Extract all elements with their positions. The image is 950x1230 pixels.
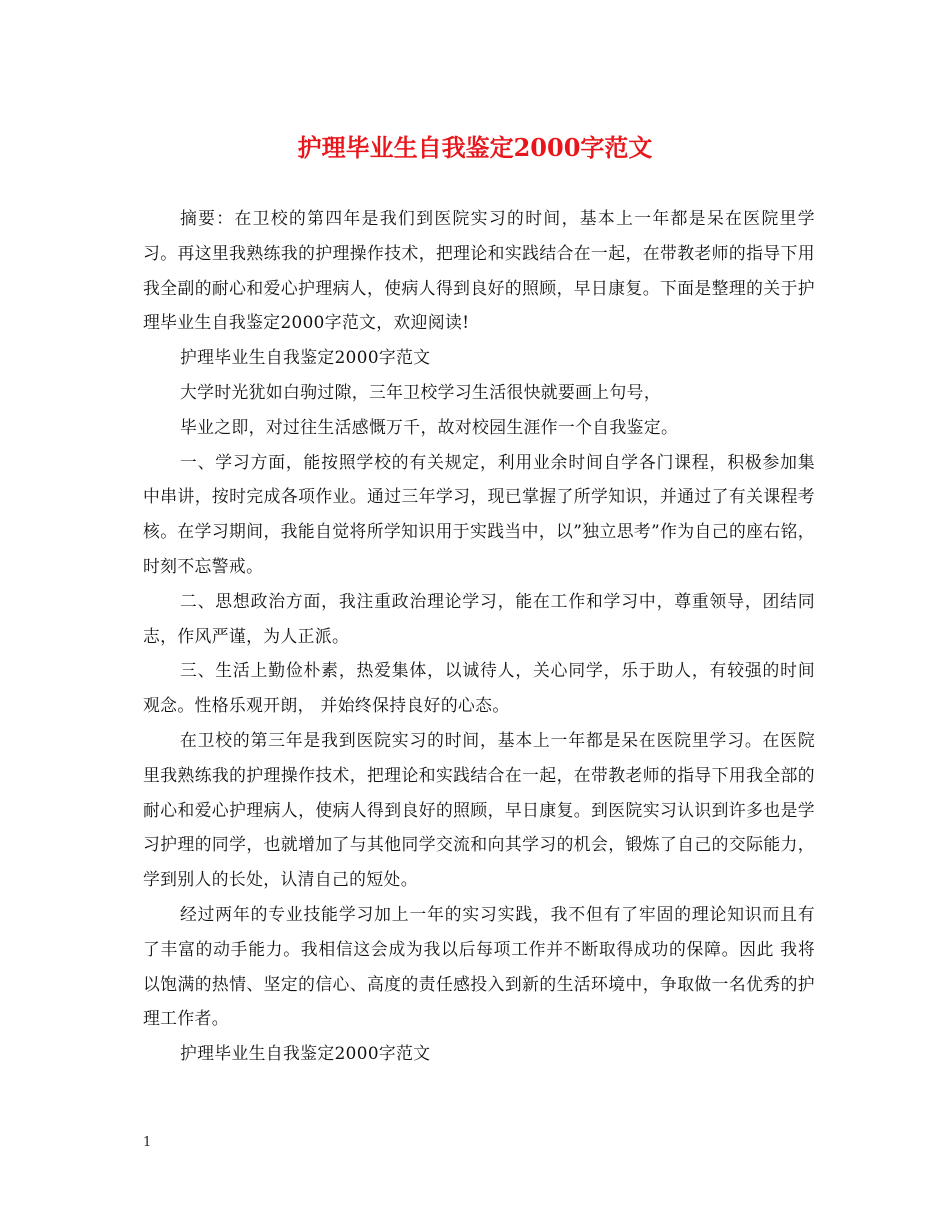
- paragraph: 大学时光犹如白驹过隙，三年卫校学习生活很快就要画上句号，: [179, 381, 662, 402]
- paragraph: 毕业之即，对过往生活感慨万千，故对校园生涯作一个自我鉴定。: [179, 416, 679, 437]
- document-body: [143, 201, 815, 1071]
- page-number: 1: [143, 1135, 152, 1150]
- document-title: 护理毕业生自我鉴定2000字范文: [297, 133, 653, 162]
- paragraph-study: 一、学习方面，能按照学校的有关规定，利用业余时间自学各门课程，积极参加集中串讲，按时完成各项作业。通过三年学习，现已掌握了所学知识，并通过了有关课程考核。在学习期间，我能自觉将所学知识用于实践当中，以”独立思考”作为自己的座右铭，时刻不忘警戒。: [143, 451, 815, 576]
- paragraph-conclusion: 经过两年的专业技能学习加上一年的实习实践，我不但有了牢固的理论知识而且有了丰富的动手能力。我相信这会成为我以后每项工作并不断取得成功的保障。因此 我将以饱满的热情、坚定的信心、高度的责任感投入到新的生活环境中，争取做一名优秀的护理工作者。: [143, 903, 815, 1029]
- paragraph-subtitle: 护理毕业生自我鉴定2000字范文: [179, 347, 431, 368]
- paragraph-politics: 二、思想政治方面，我注重政治理论学习，能在工作和学习中，尊重领导，团结同志，作风严谨，为人正派。: [143, 590, 815, 646]
- paragraph-life: 三、生活上勤俭朴素，热爱集体，以诚待人，关心同学，乐于助人，有较强的时间观念。性格乐观开朗， 并始终保持良好的心态。: [143, 660, 815, 716]
- paragraph-internship: 在卫校的第三年是我到医院实习的时间，基本上一年都是呆在医院里学习。在医院里我熟练我的护理操作技术，把理论和实践结合在一起，在带教老师的指导下用我全部的耐心和爱心护理病人，使病人得到良好的照顾，早日康复。到医院实习认识到许多也是学习护理的同学，也就增加了与其他同学交流和向其学习的机会，锻炼了自己的交际能力，学到别人的长处，认清自己的短处。: [143, 729, 815, 890]
- paragraph-abstract: 摘要：在卫校的第四年是我们到医院实习的时间，基本上一年都是呆在医院里学习。再这里我熟练我的护理操作技术，把理论和实践结合在一起，在带教老师的指导下用我全副的耐心和爱心护理病人，使病人得到良好的照顾，早日康复。下面是整理的关于护理毕业生自我鉴定2000字范文，欢迎阅读!: [143, 208, 815, 333]
- paragraph-subtitle: 护理毕业生自我鉴定2000字范文: [179, 1043, 431, 1064]
